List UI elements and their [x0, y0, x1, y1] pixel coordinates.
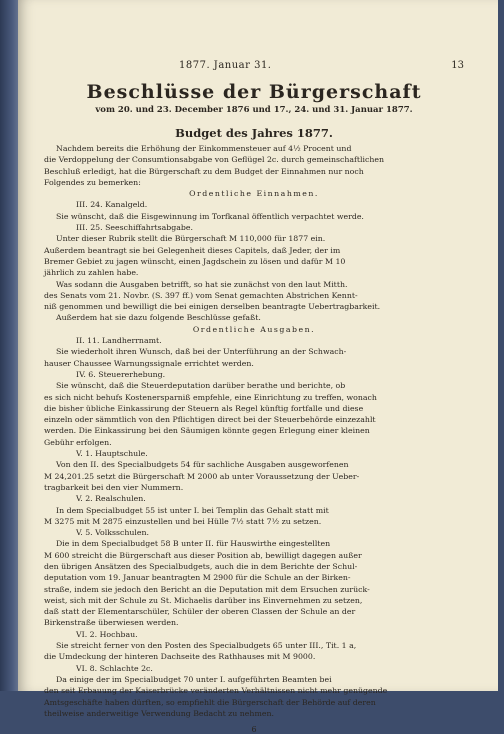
- text-line: den übrigen Ansätzen des Specialbudgets, auch die in dem Berichte der Schul-: [44, 561, 358, 571]
- text-line: Ordentliche Ausgaben.: [192, 324, 316, 334]
- text-line: Nachdem bereits die Erhöhung der Einkommensteuer auf 4½ Procent und: [56, 144, 352, 153]
- text-line: es sich nicht behufs Kostenersparniß empfehle, eine Einrichtung zu treffen, wonach: [44, 392, 377, 402]
- text-line: M 3275 mit M 2875 einzustellen und bei Hülle 7½ statt 7½ zu setzen.: [44, 516, 322, 526]
- header-date: 1877. Januar 31.: [179, 60, 272, 71]
- text-line: Sie wünscht, daß die Eisgewinnung im Torfkanal öffentlich verpachtet werde.: [56, 211, 364, 221]
- text-line: Die in dem Specialbudget 58 B unter II. für Hauswirthe eingestellten: [56, 539, 331, 549]
- text-line: In dem Specialbudget 55 ist unter I. bei Templin das Gehalt statt mit: [56, 505, 329, 515]
- page-title: Beschlüsse der Bürgerschaft: [86, 81, 422, 103]
- text-line: III. 24. Kanalgeld.: [76, 200, 148, 210]
- text-line: niß genommen und bewilligt die bei einigen derselben beantragte Uebertragbarkeit.: [44, 302, 381, 312]
- section-title: Budget des Jahres 1877.: [175, 126, 333, 140]
- text-line: tragbarkeit bei den vier Nummern.: [44, 482, 184, 492]
- text-line: Unter dieser Rubrik stellt die Bürgerschaft M 110,000 für 1877 ein.: [56, 234, 326, 244]
- page-number: 13: [451, 60, 464, 71]
- text-line: den seit Erbauung der Kaiserbrücke veränderten Verhältnissen nicht mehr genügende: [44, 686, 388, 696]
- text-line: Gebühr erfolgen.: [44, 437, 112, 447]
- text-line: IV. 6. Steuererhebung.: [76, 369, 166, 379]
- text-line: M 24,201.25 setzt die Bürgerschaft M 2000 ab unter Voraussetzung der Ueber-: [44, 471, 360, 481]
- text-line: jährlich zu zahlen habe.: [44, 268, 139, 278]
- text-line: Bremer Gebiet zu jagen wünscht, einen Jagdschein zu lösen und dafür M 10: [44, 256, 346, 266]
- text-line: Sie wünscht, daß die Steuerdeputation darüber berathe und berichte, ob: [56, 381, 346, 391]
- text-line: M 600 streicht die Bürgerschaft aus dieser Position ab, bewilligt dagegen außer: [44, 550, 362, 560]
- text-line: V. 5. Volksschulen.: [76, 528, 149, 538]
- document-page: [18, 0, 498, 734]
- text-line: einzeln oder sämmtlich von den Pflichtigen direct bei der Steuerbehörde einzezahlt: [44, 415, 376, 425]
- text-line: weist, sich mit der Schule zu St. Michaelis darüber ins Einvernehmen zu setzen,: [44, 595, 363, 605]
- text-line: die Verdoppelung der Consumtionsabgabe von Geflügel 2c. durch gemeinschaftlichen: [44, 155, 385, 165]
- text-line: Birkenstraße überwiesen werden.: [44, 618, 179, 628]
- text-line: Was sodann die Ausgaben betrifft, so hat sie zunächst von den laut Mitth.: [56, 279, 348, 289]
- text-line: die Umdeckung der hinteren Dachseite des Rathhauses mit M 9000.: [44, 652, 316, 662]
- text-line: Ordentliche Einnahmen.: [189, 189, 319, 199]
- text-line: Beschluß erledigt, hat die Bürgerschaft zu dem Budget der Einnahmen nur noch: [44, 166, 364, 176]
- text-line: straße, indem sie jedoch den Bericht an die Deputation mit dem Ersuchen zurück-: [44, 584, 370, 594]
- text-line: III. 25. Seeschiffahrtsabgabe.: [76, 223, 193, 233]
- text-line: II. 11. Landherrnamt.: [76, 336, 162, 346]
- text-line: VI. 8. Schlachte 2c.: [76, 663, 153, 673]
- text-line: Sie streicht ferner von den Posten des Specialbudgets 65 unter III., Tit. 1 a,: [56, 641, 357, 651]
- text-line: V. 2. Realschulen.: [76, 494, 146, 504]
- text-line: werden. Die Einkassirung bei den Säumigen könnte gegen Erlegung einer kleinen: [44, 426, 370, 436]
- text-line: deputation vom 19. Januar beantragten M 2900 für die Schule an der Birken-: [44, 573, 351, 583]
- text-line: daß statt der Elementarschüler, Schüler der oberen Classen der Schule an der: [44, 607, 356, 617]
- text-line: VI. 2. Hochbau.: [76, 629, 138, 639]
- text-line: V. 1. Hauptschule.: [76, 449, 148, 459]
- text-line: Sie wiederholt ihren Wunsch, daß bei der Unterführung an der Schwach-: [56, 347, 347, 357]
- running-header: [44, 60, 464, 71]
- text-line: theilweise anderweitige Verwendung Bedacht zu nehmen.: [44, 708, 274, 718]
- text-line: Von den II. des Specialbudgets 54 für sachliche Ausgaben ausgeworfenen: [56, 460, 349, 470]
- text-line: Amtsgeschäfte haben dürften, so empfiehlt die Bürgerschaft der Behörde auf deren: [44, 697, 376, 707]
- text-line: des Senats vom 21. Novbr. (S. 397 ff.) vom Senat gemachten Abstrichen Kennt-: [44, 290, 358, 300]
- body-text: [44, 143, 464, 719]
- text-line: Außerdem hat sie dazu folgende Beschlüsse gefaßt.: [56, 313, 261, 323]
- page-subtitle: vom 20. und 23. December 1876 und 17., 24. und 31. Januar 1877.: [95, 105, 413, 115]
- text-line: Folgendes zu bemerken:: [44, 177, 141, 187]
- signature-mark: 6: [251, 725, 257, 734]
- text-line: hauser Chaussee Warnungssignale errichtet werden.: [44, 358, 254, 368]
- text-line: die bisher übliche Einkassirung der Steuern als Regel künftig fortfalle und diese: [44, 403, 364, 413]
- text-line: Da einige der im Specialbudget 70 unter I. aufgeführten Beamten bei: [56, 674, 332, 684]
- page-content: [44, 60, 464, 734]
- book-spine: [0, 0, 20, 691]
- text-line: Außerdem beantragt sie bei Gelegenheit dieses Capitels, daß Jeder, der im: [44, 245, 341, 255]
